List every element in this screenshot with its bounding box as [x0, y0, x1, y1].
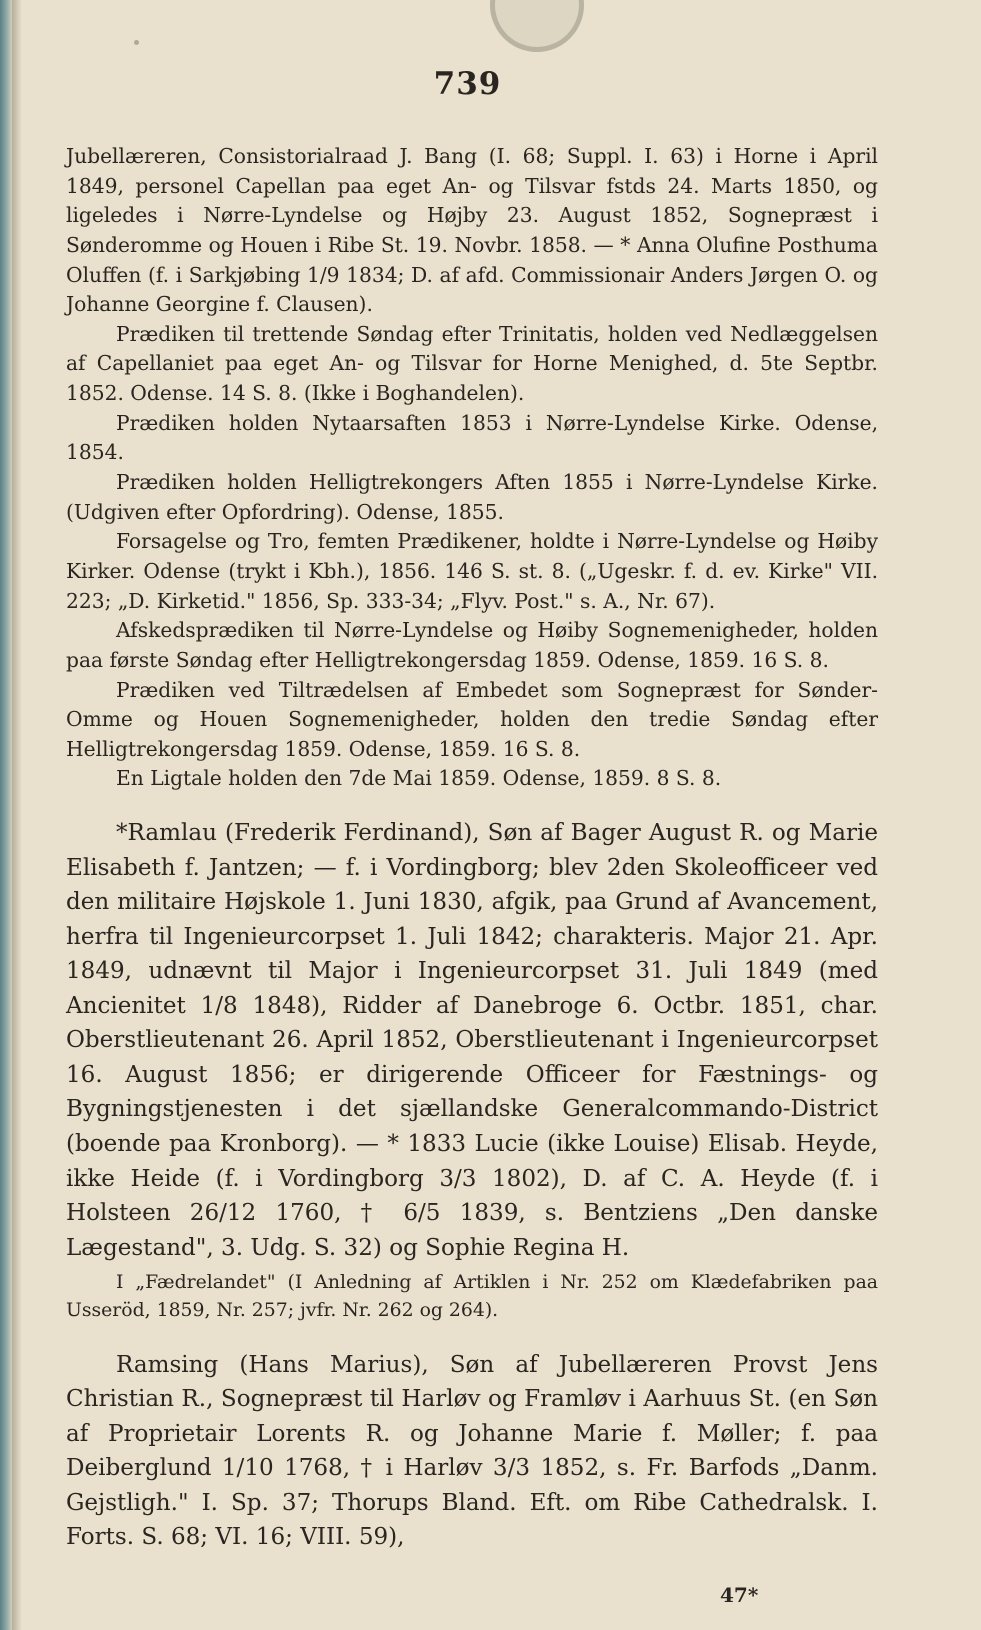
paragraph-funeral-speech: En Ligtale holden den 7de Mai 1859. Odense, 1859. 8 S. 8. — [116, 766, 722, 791]
clasp-mark — [490, 0, 584, 52]
paragraph-farewell-sermon: Afskedsprædiken til Nørre-Lyndelse og Høiby Sognemenigheder, holden paa første Søndag efter Helligtrekongersdag 1859. Odense, 1859. 16 S. 8. — [66, 618, 878, 672]
spine-shadow — [12, 0, 22, 1630]
paragraph-bang-career: Jubellæreren, Consistorialraad J. Bang (I. 68; Suppl. I. 63) i Horne i April 1849, personel Capellan paa eget An- og Tilsvar fstds 24. Marts 1850, og ligeledes i Nørre-Lyndelse og Højby 23. August 1852, Sognepræst i Sønderomme og Houen i Ribe St. 19. Novbr. 1858. — * Anna Olufine Posthuma Oluffen (f. i Sarkjøbing 1/9 1834; D. af afd. Commissionair Anders Jørgen O. og Johanne Georgine f. Clausen). — [66, 144, 878, 317]
paragraph-inaugural-sermon: Prædiken ved Tiltrædelsen af Embedet som Sognepræst for Sønder-Omme og Houen Sognemenigheder, holden den tredie Søndag efter Helligtrekongersdag 1859. Odense, 1859. 16 S. 8. — [66, 677, 878, 761]
entry-ramsing: Ramsing (Hans Marius), Søn af Jubellæreren Provst Jens Christian R., Sognepræst til Harløv og Framløv i Aarhuus St. (en Søn af Proprietair Lorents R. og Johanne Marie f. Møller; f. paa Deiberglund 1/10 1768, † i Harløv 3/3 1852, s. Fr. Barfods „Danm. Gejstligh." I. Sp. 37; Thorups Bland. Eft. om Ribe Cathedralsk. I. Forts. S. 68; VI. 16; VIII. 59), — [66, 1351, 878, 1551]
entry-ramlau: *Ramlau (Frederik Ferdinand), Søn af Bager August R. og Marie Elisabeth f. Jantzen; — f. i Vordingborg; blev 2den Skoleofficeer ved den militaire Højskole 1. Juni 1830, afgik, paa Grund af Avancement, herfra til Ingenieurcorpset 1. Juli 1842; charakteris. Major 21. Apr. 1849, udnævnt til Major i Ingenieurcorpset 31. Juli 1849 (med Ancienitet 1/8 1848), Ridder af Danebroge 6. Octbr. 1851, char. Oberstlieutenant 26. April 1852, Oberstlieutenant i Ingenieurcorpset 16. August 1856; er dirigerende Officeer for Fæstnings- og Bygningstjenesten i det sjællandske Generalcommando-District (boende paa Kronborg). — * 1833 Lucie (ikke Louise) Elisab. Heyde, ikke Heide (f. i Vordingborg 3/3 1802), D. af C. A. Heyde (f. i Holsteen 26/12 1760, † 6/5 1839, s. Bentziens „Den danske Lægestand", 3. Udg. S. 32) og Sophie Regina H. — [66, 820, 878, 1261]
paragraph-sermon-trinitatis: Prædiken til trettende Søndag efter Trinitatis, holden ved Nedlæggelsen af Capellaniet paa eget An- og Tilsvar for Horne Menighed, d. 5te Septbr. 1852. Odense. 14 S. 8. (Ikke i Boghandelen). — [66, 321, 878, 406]
reference-faedrelandet: I „Fædrelandet" (I Anledning af Artiklen i Nr. 252 om Klædefabriken paa Usseröd, 1859, Nr. 257; jvfr. Nr. 262 og 264). — [66, 1272, 878, 1322]
page-number: 739 — [433, 66, 502, 102]
paragraph-forsagelse-og-tro: Forsagelse og Tro, femten Prædikener, holdte i Nørre-Lyndelse og Høiby Kirker. Odense (trykt i Kbh.), 1856. 146 S. st. 8. („Ugeskr. f. d. ev. Kirke" VII. 223; „D. Kirketid." 1856, Sp. 333-34; „Flyv. Post." s. A., Nr. 67). — [66, 529, 878, 613]
book-spine — [0, 0, 12, 1630]
paragraph-sermon-new-year: Prædiken holden Nytaarsaften 1853 i Nørre-Lyndelse Kirke. Odense, 1854. — [66, 410, 878, 465]
signature-mark: 47* — [720, 1583, 759, 1607]
paragraph-sermon-epiphany: Prædiken holden Helligtrekongers Aften 1855 i Nørre-Lyndelse Kirke. (Udgiven efter Opfordring). Odense, 1855. — [66, 470, 878, 524]
paper-speck — [134, 40, 139, 45]
page-body — [66, 142, 878, 1555]
